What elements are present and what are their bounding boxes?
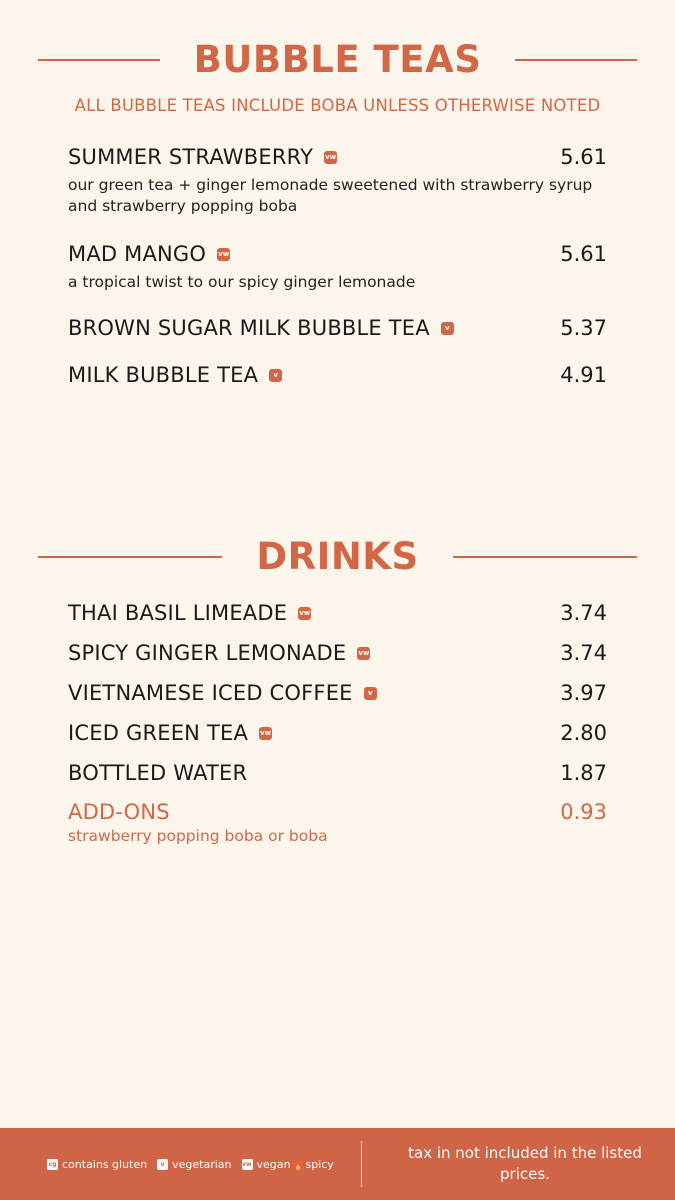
legend-label: vegan	[256, 1157, 291, 1171]
footer-divider	[361, 1141, 362, 1187]
menu-item-mad-mango	[68, 242, 607, 293]
bubble-teas-subtitle: ALL BUBBLE TEAS INCLUDE BOBA UNLESS OTHERWISE NOTED	[74, 96, 601, 115]
menu-item-brown-sugar-milk-bubble-tea	[68, 316, 607, 340]
vegetarian-badge-icon: v	[157, 1159, 168, 1170]
item-price: 3.74	[560, 601, 607, 625]
menu-item-iced-green-tea	[68, 721, 607, 745]
menu-item-spicy-ginger-lemonade	[68, 641, 607, 665]
legend-contains-gluten	[47, 1158, 147, 1171]
vegetarian-badge-icon: v	[364, 687, 377, 700]
item-name: ICED GREEN TEA	[68, 721, 249, 745]
header-rule-left	[38, 556, 222, 558]
drinks-header	[38, 535, 637, 578]
item-price: 5.61	[560, 145, 607, 169]
tax-note: tax in not included in the listed prices.	[408, 1144, 642, 1183]
item-price: 0.93	[560, 800, 607, 824]
legend-label: vegetarian	[172, 1157, 232, 1171]
flame-icon	[292, 1157, 304, 1171]
menu-item-vietnamese-iced-coffee	[68, 681, 607, 705]
item-name: THAI BASIL LIMEADE	[68, 601, 288, 625]
item-price: 5.37	[560, 316, 607, 340]
vegetarian-badge-icon: v	[269, 369, 282, 382]
legend-label: spicy	[305, 1157, 334, 1171]
section-title-drinks: DRINKS	[256, 535, 419, 578]
item-name: BROWN SUGAR MILK BUBBLE TEA	[68, 316, 430, 340]
legend-vegan	[242, 1158, 291, 1171]
bubble-teas-header	[38, 38, 637, 81]
item-name: SPICY GINGER LEMONADE	[68, 641, 347, 665]
vegan-badge-icon: vw	[324, 151, 337, 164]
vegan-badge-icon: vw	[298, 607, 311, 620]
item-price: 1.87	[560, 761, 607, 785]
vegan-badge-icon: vw	[217, 248, 230, 261]
gluten-badge-icon: cg	[48, 1160, 57, 1168]
vegan-badge-icon: vw	[357, 647, 370, 660]
menu-item-milk-bubble-tea	[68, 363, 607, 387]
section-title-bubble-teas: BUBBLE TEAS	[193, 38, 482, 81]
header-rule-right	[515, 59, 637, 61]
legend-label: contains gluten	[62, 1157, 148, 1171]
menu-item-bottled-water	[68, 761, 607, 785]
legend-spicy	[292, 1157, 333, 1171]
dietary-legend	[47, 1157, 344, 1171]
item-name: MAD MANGO	[68, 242, 207, 266]
item-price: 4.91	[560, 363, 607, 387]
vegan-badge-icon: vw	[242, 1160, 252, 1168]
item-description: strawberry popping boba or boba	[68, 827, 328, 845]
item-description: our green tea + ginger lemonade sweetened with strawberry syrup and strawberry popping boba	[68, 176, 593, 215]
legend-vegetarian	[157, 1158, 231, 1171]
menu-item-summer-strawberry	[68, 145, 607, 217]
item-description: a tropical twist to our spicy ginger lemonade	[68, 273, 416, 291]
item-name: SUMMER STRAWBERRY	[68, 145, 314, 169]
item-name: VIETNAMESE ICED COFFEE	[68, 681, 353, 705]
header-rule-right	[453, 556, 637, 558]
item-price: 3.74	[560, 641, 607, 665]
item-price: 3.97	[560, 681, 607, 705]
item-price: 2.80	[560, 721, 607, 745]
menu-item-add-ons	[68, 800, 607, 847]
menu-item-thai-basil-limeade	[68, 601, 607, 625]
item-name: MILK BUBBLE TEA	[68, 363, 259, 387]
item-name: ADD-ONS	[68, 800, 170, 824]
item-name: BOTTLED WATER	[68, 761, 248, 785]
item-price: 5.61	[560, 242, 607, 266]
vegetarian-badge-icon: v	[441, 322, 454, 335]
vegan-badge-icon: vw	[259, 727, 272, 740]
header-rule-left	[38, 59, 160, 61]
footer-bar	[0, 1128, 675, 1200]
